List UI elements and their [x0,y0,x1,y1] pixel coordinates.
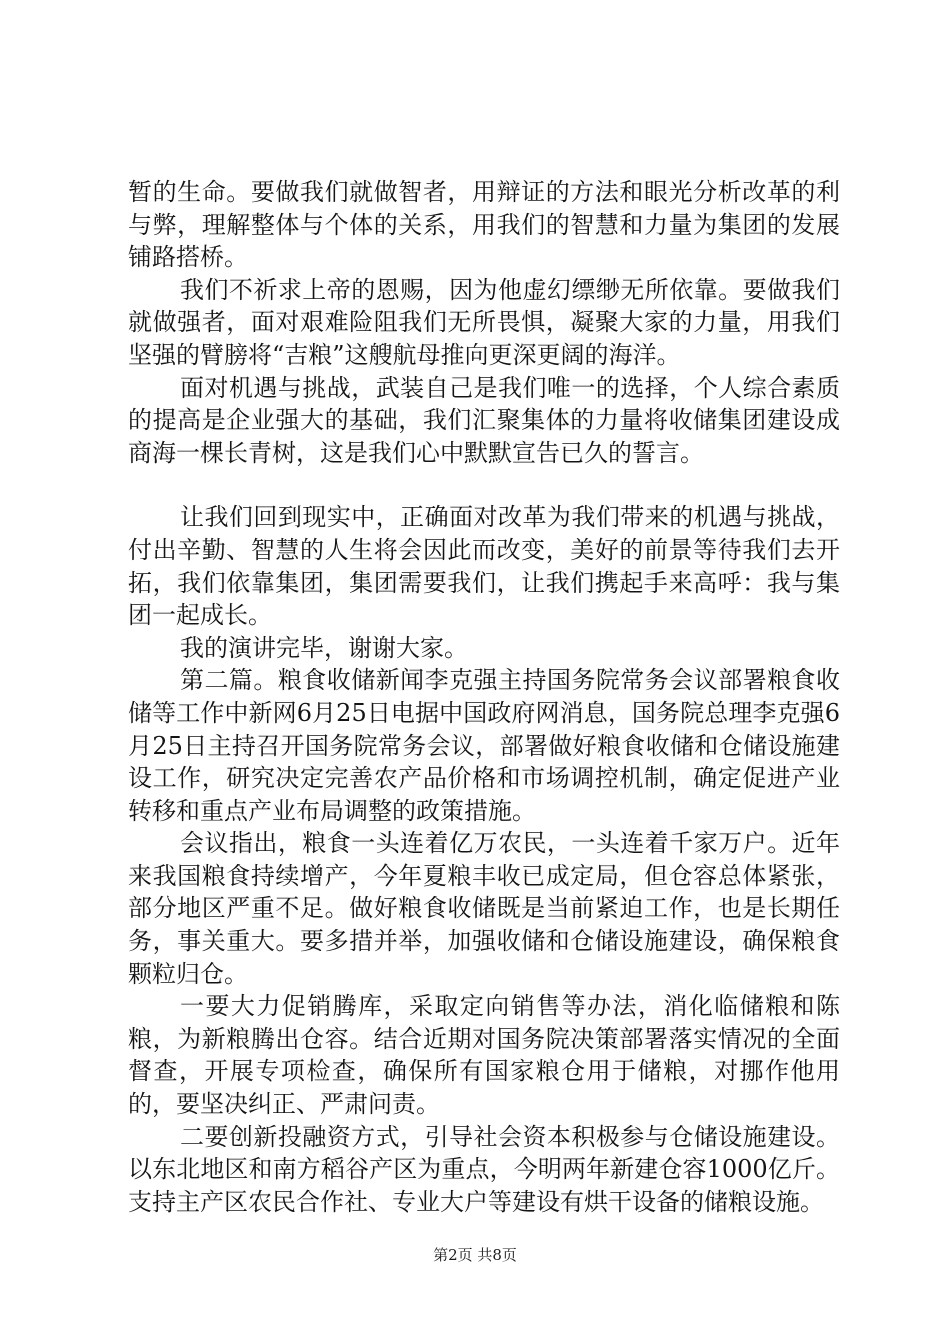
paragraph: 面对机遇与挑战，武装自己是我们唯一的选择，个人综合素质的提高是企业强大的基础，我们汇聚集体的力量将收储集团建设成商海一棵长青树，这是我们心中默默宣告已久的誓言。 [128,373,840,467]
document-body [128,176,840,1218]
paragraph-section-heading: 第二篇。粮食收储新闻李克强主持国务院常务会议部署粮食收储等工作中新网6月25日电据中国政府网消息，国务院总理李克强6月25日主持召开国务院常务会议，部署做好粮食收储和仓储设施建设工作，研究决定完善农产品价格和市场调控机制，确定促进产业转移和重点产业布局调整的政策措施。 [128,666,840,825]
page-footer: 第2页 共8页 [433,1246,517,1264]
paragraph: 一要大力促销腾库，采取定向销售等办法，消化临储粮和陈粮，为新粮腾出仓容。结合近期对国务院决策部署落实情况的全面督查，开展专项检查，确保所有国家粮仓用于储粮，对挪作他用的，要坚决纠正、严肃问责。 [128,992,840,1119]
paragraph: 我的演讲完毕，谢谢大家。 [180,633,468,662]
paragraph: 我们不祈求上帝的恩赐，因为他虚幻缥缈无所依靠。要做我们就做强者，面对艰难险阻我们无所畏惧，凝聚大家的力量，用我们坚强的臂膀将“吉粮”这艘航母推向更深更阔的海洋。 [128,275,840,369]
paragraph-continuation: 暂的生命。要做我们就做智者，用辩证的方法和眼光分析改革的利与弊，理解整体与个体的关系，用我们的智慧和力量为集团的发展铺路搭桥。 [128,178,840,272]
paragraph: 会议指出，粮食一头连着亿万农民，一头连着千家万户。近年来我国粮食持续增产，今年夏粮丰收已成定局，但仓容总体紧张，部分地区严重不足。做好粮食收储既是当前紧迫工作，也是长期任务，事关重大。要多措并举，加强收储和仓储设施建设，确保粮食颗粒归仓。 [128,829,840,988]
paragraph: 让我们回到现实中，正确面对改革为我们带来的机遇与挑战，付出辛勤、智慧的人生将会因此而改变，美好的前景等待我们去开拓，我们依靠集团，集团需要我们，让我们携起手来高呼：我与集团一起成长。 [128,503,840,630]
paragraph: 二要创新投融资方式，引导社会资本积极参与仓储设施建设。以东北地区和南方稻谷产区为重点，今明两年新建仓容1000亿斤。支持主产区农民合作社、专业大户等建设有烘干设备的储粮设施。 [128,1122,840,1216]
